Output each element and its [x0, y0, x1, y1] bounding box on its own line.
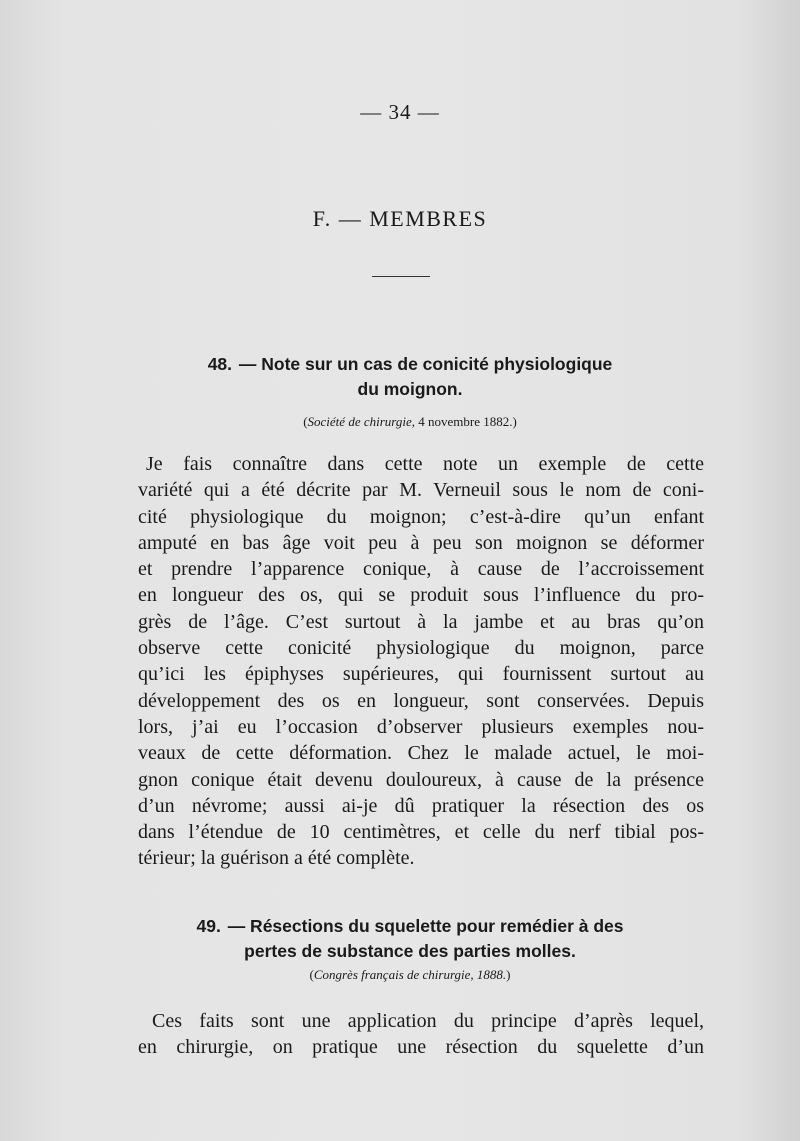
section-heading: F. — MEMBRES: [312, 206, 488, 231]
entry-title-line: du moignon.: [357, 379, 463, 399]
text-line: développement des os en longueur, sont conservées. Depuis: [138, 689, 704, 712]
entry-48-body: [138, 451, 704, 872]
entry-number: 48.: [207, 354, 233, 374]
entry-title-line: — Résections du squelette pour remédier à des: [227, 916, 624, 936]
citation-source: Congrès français de chirurgie, 1888.: [313, 967, 507, 982]
entry-49-citation: (Congrès français de chirurgie, 1888.): [309, 967, 511, 982]
text-line: dans l’étendue de 10 centimètres, et celle du nerf tibial pos-: [138, 821, 704, 844]
entry-49-title: [130, 914, 690, 964]
text-line: gnon conique était devenu douloureux, à cause de la présence: [138, 768, 704, 791]
text-line: qu’ici les épiphyses supérieures, qui fournissent surtout au: [138, 663, 704, 686]
entry-title-line: — Note sur un cas de conicité physiologique: [238, 354, 613, 374]
page-number: — 34 —: [360, 100, 440, 124]
text-line: variété qui a été décrite par M. Verneuil sous le nom de coni-: [138, 479, 704, 502]
entry-49-body: [138, 1008, 704, 1061]
text-line: amputé en bas âge voit peu à peu son moignon se déformer: [138, 531, 704, 554]
text-line: d’un névrome; aussi ai-je dû pratiquer la résection des os: [138, 794, 704, 817]
entry-48-title: [130, 352, 690, 402]
entry-48-citation: (Société de chirurgie, 4 novembre 1882.): [303, 414, 517, 429]
text-line: cité physiologique du moignon; c’est-à-dire qu’un enfant: [138, 505, 704, 528]
text-line: Ces faits sont une application du principe d’après lequel,: [152, 1010, 704, 1032]
entry-number: 49.: [196, 916, 221, 936]
text-line: en longueur des os, qui se produit sous l’influence du pro-: [138, 584, 704, 607]
entry-title-line: pertes de substance des parties molles.: [244, 941, 576, 961]
citation-date: 4 novembre 1882.: [418, 414, 513, 429]
text-line: et prendre l’apparence conique, à cause de l’accroissement: [138, 558, 704, 581]
text-line: Je fais connaître dans cette note un exemple de cette: [146, 453, 704, 475]
section-divider: [372, 276, 430, 277]
text-line: en chirurgie, on pratique une résection du squelette d’un: [138, 1036, 704, 1059]
citation-source: Société de chirurgie,: [307, 414, 415, 429]
text-line: térieur; la guérison a été complète.: [138, 847, 415, 870]
text-line: grès de l’âge. C’est surtout à la jambe et au bras qu’on: [138, 610, 704, 633]
text-line: veaux de cette déformation. Chez le malade actuel, le moi-: [138, 742, 704, 765]
text-line: observe cette conicité physiologique du moignon, parce: [138, 637, 704, 660]
text-line: lors, j’ai eu l’occasion d’observer plusieurs exemples nou-: [138, 715, 704, 738]
